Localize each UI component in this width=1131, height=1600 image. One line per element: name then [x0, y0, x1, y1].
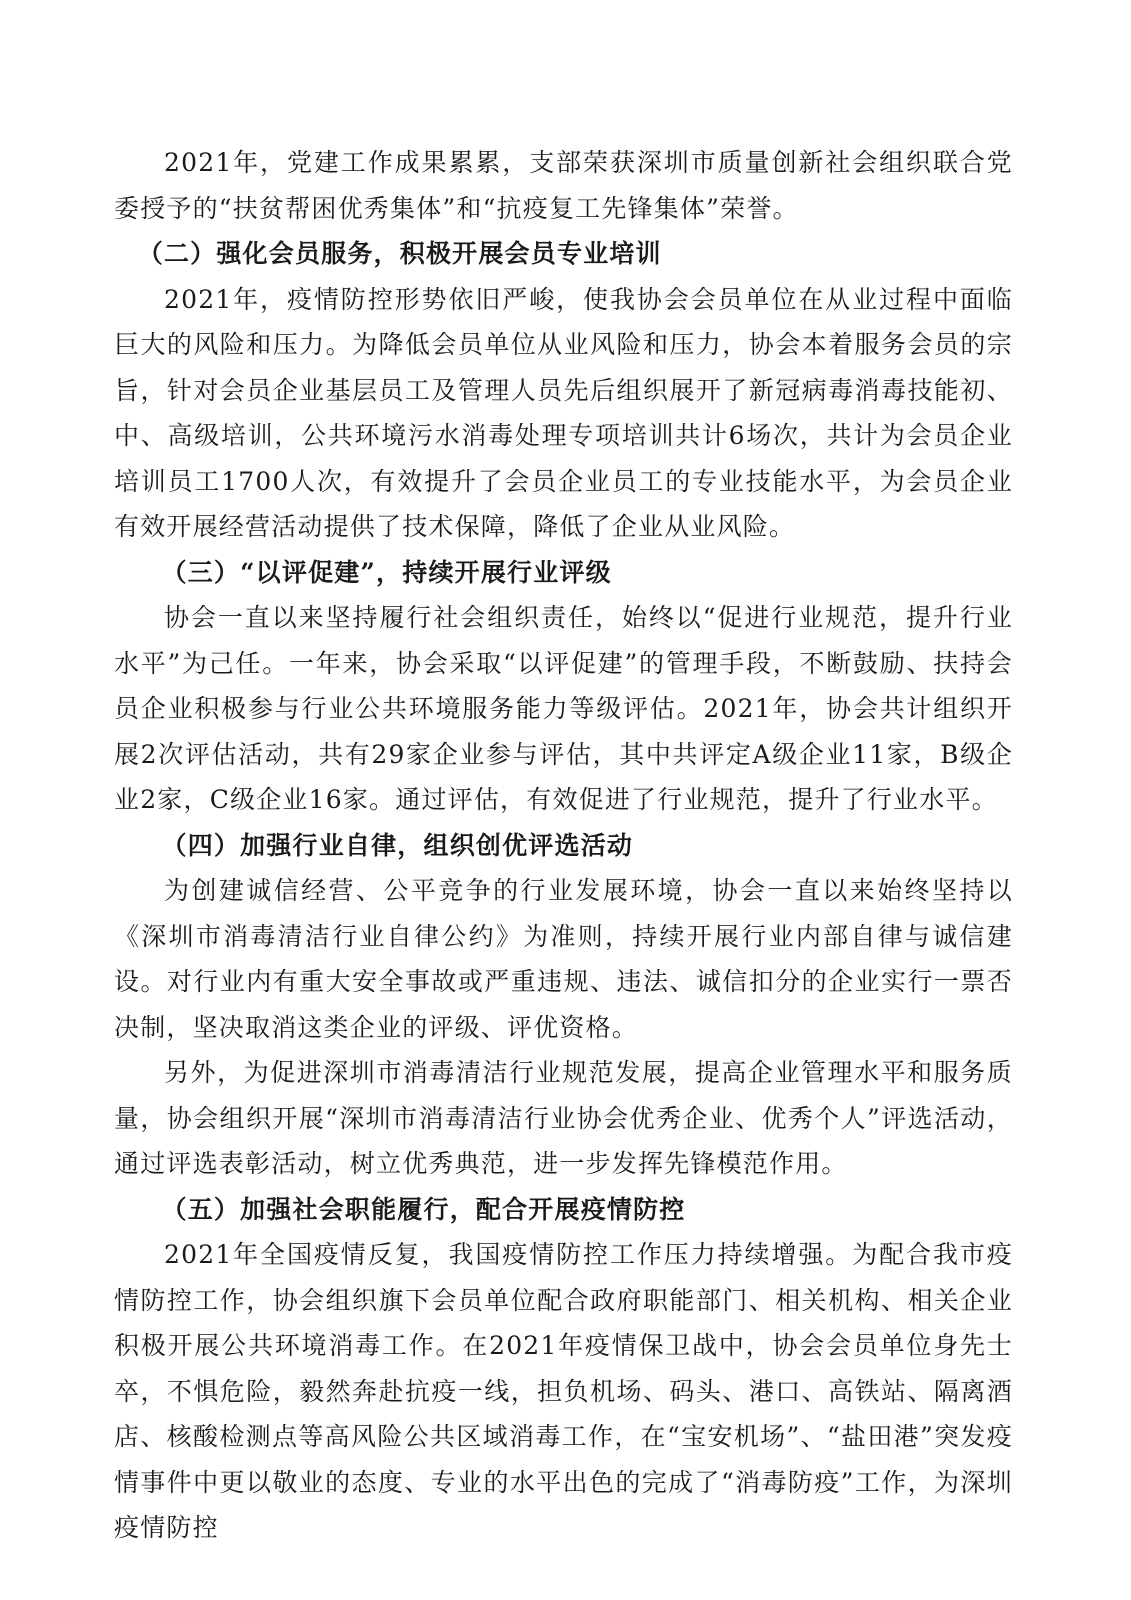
section-heading-self-discipline: （四）加强行业自律，组织创优评选活动 — [161, 830, 634, 860]
paragraph-excellence-selection: 另外，为促进深圳市消毒清洁行业规范发展，提高企业管理水平和服务质量，协会组织开展“深圳市消毒清洁行业协会优秀企业、优秀个人”评选活动，通过评选表彰活动，树立优秀典范，进一步发挥先锋模范作用。 — [114, 1058, 1013, 1178]
section-heading-industry-rating: （三）“以评促建”，持续开展行业评级 — [161, 557, 612, 587]
section-heading-member-service: （二）强化会员服务，积极开展会员专业培训 — [137, 239, 662, 268]
paragraph-epidemic-control: 2021年全国疫情反复，我国疫情防控工作压力持续增强。为配合我市疫情防控工作，协会组织旗下会员单位配合政府职能部门、相关机构、相关企业积极开展公共环境消毒工作。在2021年疫情保卫战中，协会会员单位身先士卒，不惧危险，毅然奔赴抗疫一线，担负机场、码头、港口、高铁站、隔离酒店、核酸检测点等高风险公共区域消毒工作，在“宝安机场”、“盐田港”突发疫情事件中更以敬业的态度、专业的水平出色的完成了“消毒防疫”工作，为深圳疫情防控 — [114, 1240, 1013, 1542]
section-heading-epidemic-control: （五）加强社会职能履行，配合开展疫情防控 — [161, 1194, 686, 1224]
paragraph-industry-rating: 协会一直以来坚持履行社会组织责任，始终以“促进行业规范，提升行业水平”为己任。一年来，协会采取“以评促建”的管理手段，不断鼓励、扶持会员企业积极参与行业公共环境服务能力等级评估。2021年，协会共计组织开展2次评估活动，共有29家企业参与评估，其中共评定A级企业11家，B级企业2家，C级企业16家。通过评估，有效促进了行业规范，提升了行业水平。 — [114, 603, 1013, 814]
paragraph-self-discipline: 为创建诚信经营、公平竞争的行业发展环境，协会一直以来始终坚持以《深圳市消毒清洁行业自律公约》为准则，持续开展行业内部自律与诚信建设。对行业内有重大安全事故或严重违规、违法、诚信扣分的企业实行一票否决制，坚决取消这类企业的评级、评优资格。 — [114, 876, 1013, 1042]
paragraph-member-training: 2021年，疫情防控形势依旧严峻，使我协会会员单位在从业过程中面临巨大的风险和压力。为降低会员单位从业风险和压力，协会本着服务会员的宗旨，针对会员企业基层员工及管理人员先后组织展开了新冠病毒消毒技能初、中、高级培训，公共环境污水消毒处理专项培训共计6场次，共计为会员企业培训员工1700人次，有效提升了会员企业员工的专业技能水平，为会员企业有效开展经营活动提供了技术保障，降低了企业从业风险。 — [114, 284, 1013, 541]
paragraph-party-building: 2021年，党建工作成果累累，支部荣获深圳市质量创新社会组织联合党委授予的“扶贫帮困优秀集体”和“抗疫复工先锋集体”荣誉。 — [114, 148, 1013, 223]
